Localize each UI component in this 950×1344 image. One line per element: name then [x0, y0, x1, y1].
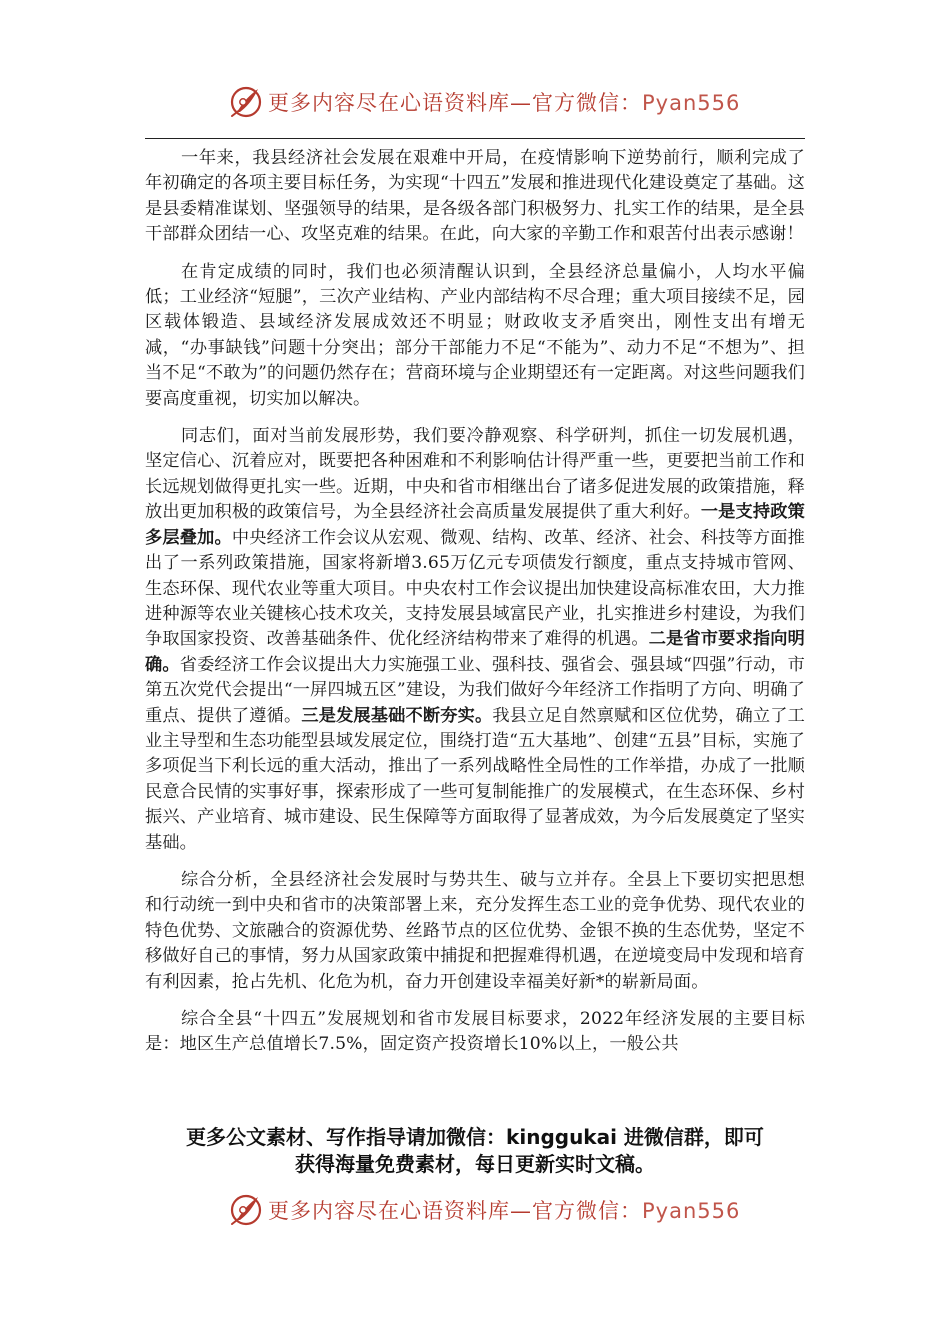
brand-banner	[228, 82, 740, 122]
paragraph-text: 中央经济工作会议从宏观、微观、结构、改革、经济、社会、科技等方面推出了一系列政策措施，国家将新增3.65万亿元专项债发行额度，重点支持城市管网、生态环保、现代农业等重大项目。中央农村工作会议提出加快建设高标准农田，大力推进种源等农业关键核心技术攻关，支持发展县域富民产业，扎实推进乡村建设，为我们争取国家投资、改善基础条件、优化经济结构带来了难得的机遇。	[145, 527, 805, 650]
promo-line-2: 获得海量免费素材，每日更新实时文稿。	[295, 1152, 655, 1176]
pen-nib-logo-icon	[228, 1192, 264, 1228]
brand-text: 更多内容尽在心语资料库—官方微信：Pyan556	[268, 91, 741, 115]
paragraph-text: 综合分析，全县经济社会发展时与势共生、破与立并存。全县上下要切实把思想和行动统一到中央和省市的决策部署上来，充分发挥生态工业的竞争优势、现代农业的特色优势、文旅融合的资源优势、丝路节点的区位优势、金银不换的生态优势，坚定不移做好自己的事情，努力从国家政策中捕捉和把握难得机遇，在逆境变局中发现和培育有利因素，抢占先机、化危为机，奋力开创建设幸福美好新*的崭新局面。	[145, 869, 805, 992]
document-body	[145, 146, 805, 1070]
promo-notice	[140, 1124, 810, 1178]
page-footer	[0, 1190, 950, 1230]
paragraph	[145, 1007, 805, 1058]
bold-heading-phrase: 三是发展基础不断夯实。	[301, 705, 493, 726]
paragraph-text: 一年来，我县经济社会发展在艰难中开局，在疫情影响下逆势前行，顺利完成了年初确定的各项主要目标任务，为实现“十四五”发展和推进现代化建设奠定了基础。这是县委精准谋划、坚强领导的结果，是各级各部门积极努力、扎实工作的结果，是全县干部群众团结一心、攻坚克难的结果。在此，向大家的辛勤工作和艰苦付出表示感谢！	[145, 148, 805, 245]
bold-heading-phrase: 一是支持政策多层叠加。	[145, 502, 805, 548]
brand-banner-footer	[228, 1190, 740, 1230]
brand-wechat-id: Pyan556	[642, 91, 741, 115]
paragraph	[145, 424, 805, 856]
paragraph	[145, 868, 805, 995]
brand-text-footer: 更多内容尽在心语资料库—官方微信：Pyan556	[268, 1199, 741, 1223]
promo-line-1: 更多公文素材、写作指导请加微信：kinggukai 进微信群，即可	[186, 1125, 764, 1149]
paragraph-text: 同志们，面对当前发展形势，我们要冷静观察、科学研判，抓住一切发展机遇，坚定信心、沉着应对，既要把各种困难和不利影响估计得严重一些，更要把当前工作和长远规划做得更扎实一些。近期，中央和省市相继出台了诸多促进发展的政策措施，释放出更加积极的政策信号，为全县经济社会高质量发展提供了重大利好。	[145, 426, 805, 523]
paragraph	[145, 146, 805, 248]
paragraph-text: 我县立足自然禀赋和区位优势，确立了工业主导型和生态功能型县域发展定位，围绕打造“五大基地”、创建“五县”目标，实施了多项促当下利长远的重大活动，推出了一系列战略性全局性的工作举措，办成了一批顺民意合民情的实事好事，探索形成了一些可复制能推广的发展模式，在生态环保、乡村振兴、产业培育、城市建设、民生保障等方面取得了显著成效，为今后发展奠定了坚实基础。	[145, 705, 805, 853]
pen-nib-logo-icon	[228, 84, 264, 120]
paragraph-text: 省委经济工作会议提出大力实施强工业、强科技、强省会、强县域“四强”行动，市第五次党代会提出“一屏四城五区”建设，为我们做好今年经济工作指明了方向、明确了重点、提供了遵循。	[145, 654, 805, 726]
header-divider	[145, 138, 805, 139]
paragraph	[145, 260, 805, 412]
paragraph-text: 在肯定成绩的同时，我们也必须清醒认识到，全县经济总量偏小，人均水平偏低；工业经济“短腿”，三次产业结构、产业内部结构不尽合理；重大项目接续不足，园区载体锻造、县域经济发展成效还不明显；财政收支矛盾突出，刚性支出有增无减，“办事缺钱”问题十分突出；部分干部能力不足“不能为”、动力不足“不想为”、担当不足“不敢为”的问题仍然存在；营商环境与企业期望还有一定距离。对这些问题我们要高度重视，切实加以解决。	[145, 261, 805, 409]
page-header	[0, 82, 950, 122]
brand-wechat-id-footer: Pyan556	[642, 1199, 741, 1223]
paragraph-text: 综合全县“十四五”发展规划和省市发展目标要求，2022年经济发展的主要目标是：地区生产总值增长7.5%，固定资产投资增长10%以上，一般公共	[145, 1009, 805, 1055]
bold-heading-phrase: 二是省市要求指向明确。	[145, 629, 805, 675]
